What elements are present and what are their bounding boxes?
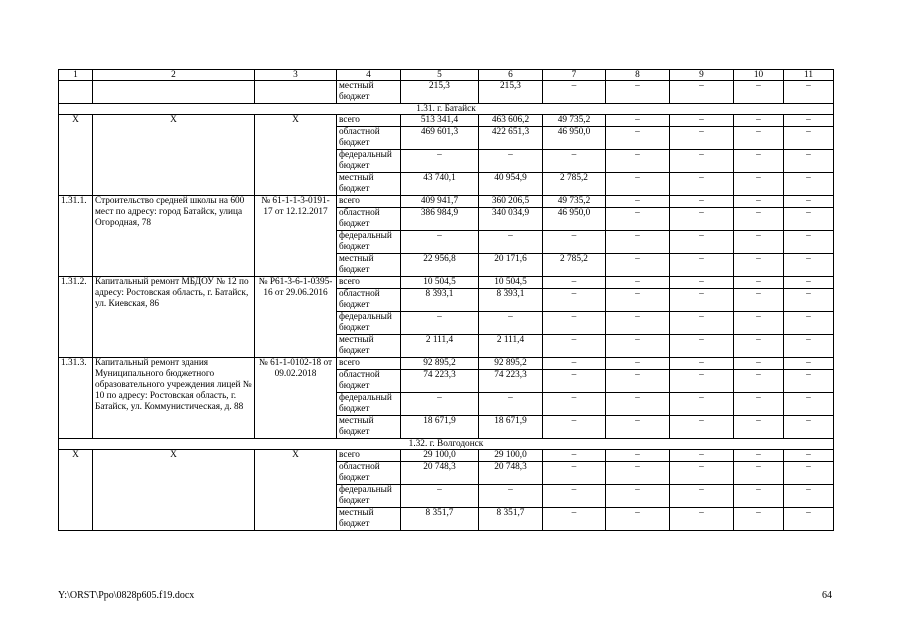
- value-cell: –: [606, 254, 670, 277]
- header-cell: 10: [734, 70, 784, 81]
- value-cell: –: [543, 416, 606, 439]
- value-cell: –: [784, 393, 834, 416]
- value-cell: 20 748,3: [479, 462, 543, 485]
- budget-source: местный бюджет: [337, 508, 401, 531]
- value-cell: –: [784, 358, 834, 370]
- value-cell: –: [606, 485, 670, 508]
- value-cell: 49 735,2: [543, 196, 606, 208]
- value-cell: 8 393,1: [479, 289, 543, 312]
- value-cell: –: [784, 231, 834, 254]
- value-cell: –: [543, 393, 606, 416]
- value-cell: 29 100,0: [401, 450, 479, 462]
- header-cell: 7: [543, 70, 606, 81]
- value-cell: 49 735,2: [543, 115, 606, 127]
- value-cell: –: [543, 335, 606, 358]
- value-cell: –: [401, 485, 479, 508]
- value-cell: –: [401, 150, 479, 173]
- item-document: № 61-1-0102-18 от 09.02.2018: [255, 358, 337, 439]
- value-cell: 20 171,6: [479, 254, 543, 277]
- value-cell: –: [784, 150, 834, 173]
- value-cell: 8 393,1: [401, 289, 479, 312]
- value-cell: 463 606,2: [479, 115, 543, 127]
- value-cell: –: [606, 150, 670, 173]
- value-cell: 10 504,5: [401, 277, 479, 289]
- value-cell: 74 223,3: [479, 370, 543, 393]
- value-cell: –: [606, 508, 670, 531]
- value-cell: 10 504,5: [479, 277, 543, 289]
- header-cell: 4: [337, 70, 401, 81]
- header-cell: 11: [784, 70, 834, 81]
- value-cell: –: [670, 370, 734, 393]
- item-number: Х: [59, 115, 93, 196]
- value-cell: –: [784, 416, 834, 439]
- value-cell: –: [670, 231, 734, 254]
- value-cell: –: [606, 416, 670, 439]
- value-cell: –: [543, 312, 606, 335]
- value-cell: –: [670, 127, 734, 150]
- value-cell: –: [734, 485, 784, 508]
- value-cell: –: [543, 485, 606, 508]
- value-cell: 469 601,3: [401, 127, 479, 150]
- budget-source: федеральный бюджет: [337, 393, 401, 416]
- value-cell: –: [606, 196, 670, 208]
- value-cell: –: [734, 370, 784, 393]
- table-cell: –: [606, 81, 670, 104]
- value-cell: –: [734, 289, 784, 312]
- header-cell: 1: [59, 70, 93, 81]
- header-cell: 5: [401, 70, 479, 81]
- budget-source: местный бюджет: [337, 416, 401, 439]
- value-cell: –: [606, 231, 670, 254]
- value-cell: –: [734, 173, 784, 196]
- budget-source: областной бюджет: [337, 208, 401, 231]
- table-cell: [93, 81, 255, 104]
- value-cell: –: [784, 370, 834, 393]
- section-title-row: [59, 104, 834, 115]
- value-cell: 340 034,9: [479, 208, 543, 231]
- value-cell: –: [670, 508, 734, 531]
- table-cell: –: [543, 81, 606, 104]
- value-cell: 92 895,2: [479, 358, 543, 370]
- value-cell: 29 100,0: [479, 450, 543, 462]
- value-cell: 409 941,7: [401, 196, 479, 208]
- value-cell: –: [606, 370, 670, 393]
- value-cell: –: [734, 462, 784, 485]
- table-cell: –: [784, 81, 834, 104]
- value-cell: –: [543, 462, 606, 485]
- budget-source: всего: [337, 277, 401, 289]
- value-cell: 513 341,4: [401, 115, 479, 127]
- value-cell: –: [734, 335, 784, 358]
- value-cell: –: [606, 115, 670, 127]
- budget-source: областной бюджет: [337, 289, 401, 312]
- value-cell: –: [479, 393, 543, 416]
- value-cell: –: [670, 335, 734, 358]
- value-cell: –: [784, 508, 834, 531]
- value-cell: –: [670, 277, 734, 289]
- value-cell: –: [784, 208, 834, 231]
- header-cell: 3: [255, 70, 337, 81]
- item-number: 1.31.1.: [59, 196, 93, 277]
- budget-source: всего: [337, 358, 401, 370]
- value-cell: –: [670, 312, 734, 335]
- table-row: [59, 115, 834, 127]
- table-cell: –: [670, 81, 734, 104]
- section-title-row: [59, 439, 834, 450]
- value-cell: –: [670, 208, 734, 231]
- item-name: Х: [93, 115, 255, 196]
- budget-source: областной бюджет: [337, 127, 401, 150]
- item-number: 1.31.2.: [59, 277, 93, 358]
- value-cell: –: [670, 358, 734, 370]
- value-cell: –: [734, 312, 784, 335]
- value-cell: 2 785,2: [543, 254, 606, 277]
- value-cell: –: [543, 150, 606, 173]
- budget-source: областной бюджет: [337, 370, 401, 393]
- value-cell: 360 206,5: [479, 196, 543, 208]
- value-cell: –: [784, 450, 834, 462]
- value-cell: –: [401, 231, 479, 254]
- value-cell: 92 895,2: [401, 358, 479, 370]
- value-cell: –: [543, 231, 606, 254]
- budget-source: федеральный бюджет: [337, 485, 401, 508]
- value-cell: –: [670, 150, 734, 173]
- value-cell: –: [606, 277, 670, 289]
- value-cell: –: [734, 115, 784, 127]
- value-cell: –: [784, 127, 834, 150]
- value-cell: –: [784, 312, 834, 335]
- value-cell: –: [784, 289, 834, 312]
- value-cell: –: [670, 450, 734, 462]
- table-cell: 215,3: [479, 81, 543, 104]
- value-cell: –: [606, 393, 670, 416]
- value-cell: –: [543, 289, 606, 312]
- value-cell: –: [670, 393, 734, 416]
- budget-source: местный бюджет: [337, 254, 401, 277]
- table-header-row: [59, 70, 834, 81]
- value-cell: –: [784, 485, 834, 508]
- header-cell: 8: [606, 70, 670, 81]
- table-cell: местный бюджет: [337, 81, 401, 104]
- value-cell: –: [670, 485, 734, 508]
- table-row: [59, 196, 834, 208]
- header-cell: 6: [479, 70, 543, 81]
- value-cell: 40 954,9: [479, 173, 543, 196]
- table-row: [59, 277, 834, 289]
- value-cell: –: [784, 196, 834, 208]
- value-cell: –: [670, 416, 734, 439]
- value-cell: –: [734, 508, 784, 531]
- value-cell: –: [543, 277, 606, 289]
- budget-table: [58, 69, 834, 531]
- value-cell: –: [606, 127, 670, 150]
- table-cell: [59, 81, 93, 104]
- value-cell: –: [606, 173, 670, 196]
- item-name: Х: [93, 450, 255, 531]
- item-document: Х: [255, 450, 337, 531]
- value-cell: 386 984,9: [401, 208, 479, 231]
- value-cell: –: [479, 150, 543, 173]
- item-name: Капитальный ремонт МБДОУ № 12 по адресу: Ростовская область, г. Батайск, ул. Киевская, 86: [93, 277, 255, 358]
- value-cell: –: [784, 173, 834, 196]
- value-cell: –: [734, 196, 784, 208]
- budget-source: местный бюджет: [337, 335, 401, 358]
- value-cell: –: [606, 358, 670, 370]
- value-cell: 18 671,9: [401, 416, 479, 439]
- budget-source: местный бюджет: [337, 173, 401, 196]
- value-cell: –: [543, 358, 606, 370]
- value-cell: –: [734, 208, 784, 231]
- header-cell: 2: [93, 70, 255, 81]
- value-cell: –: [670, 254, 734, 277]
- value-cell: –: [479, 485, 543, 508]
- item-document: № 61-1-1-3-0191-17 от 12.12.2017: [255, 196, 337, 277]
- value-cell: –: [543, 508, 606, 531]
- table-cell: –: [734, 81, 784, 104]
- item-name: Строительство средней школы на 600 мест по адресу: город Батайск, улица Огородная, 78: [93, 196, 255, 277]
- value-cell: 2 785,2: [543, 173, 606, 196]
- value-cell: 46 950,0: [543, 208, 606, 231]
- value-cell: –: [606, 208, 670, 231]
- item-document: Х: [255, 115, 337, 196]
- page-number: 64: [822, 590, 832, 601]
- budget-source: всего: [337, 450, 401, 462]
- value-cell: –: [670, 289, 734, 312]
- budget-source: всего: [337, 196, 401, 208]
- value-cell: 74 223,3: [401, 370, 479, 393]
- budget-source: всего: [337, 115, 401, 127]
- item-name: Капитальный ремонт здания Муниципального бюджетного образовательного учреждения лицей № 10 по адресу: Ростовская область, г. Батайск, ул. Коммунистическая, д. 88: [93, 358, 255, 439]
- value-cell: –: [606, 450, 670, 462]
- value-cell: –: [479, 231, 543, 254]
- value-cell: –: [401, 312, 479, 335]
- value-cell: –: [734, 231, 784, 254]
- table-row: [59, 81, 834, 104]
- item-number: Х: [59, 450, 93, 531]
- value-cell: 8 351,7: [479, 508, 543, 531]
- value-cell: –: [784, 277, 834, 289]
- value-cell: –: [606, 312, 670, 335]
- budget-source: федеральный бюджет: [337, 231, 401, 254]
- value-cell: –: [606, 462, 670, 485]
- table-row: [59, 358, 834, 370]
- value-cell: 43 740,1: [401, 173, 479, 196]
- value-cell: –: [734, 450, 784, 462]
- table-cell: [255, 81, 337, 104]
- value-cell: 8 351,7: [401, 508, 479, 531]
- item-number: 1.31.3.: [59, 358, 93, 439]
- value-cell: 46 950,0: [543, 127, 606, 150]
- budget-source: федеральный бюджет: [337, 150, 401, 173]
- section-title: 1.31. г. Батайск: [59, 104, 834, 115]
- value-cell: –: [784, 462, 834, 485]
- item-document: № Р61-3-6-1-0395-16 от 29.06.2016: [255, 277, 337, 358]
- value-cell: –: [734, 127, 784, 150]
- value-cell: –: [734, 150, 784, 173]
- value-cell: –: [784, 115, 834, 127]
- value-cell: –: [670, 196, 734, 208]
- value-cell: –: [401, 393, 479, 416]
- value-cell: 20 748,3: [401, 462, 479, 485]
- value-cell: –: [784, 335, 834, 358]
- value-cell: –: [670, 462, 734, 485]
- budget-source: областной бюджет: [337, 462, 401, 485]
- value-cell: 2 111,4: [401, 335, 479, 358]
- value-cell: –: [670, 115, 734, 127]
- value-cell: 422 651,3: [479, 127, 543, 150]
- value-cell: –: [543, 450, 606, 462]
- header-cell: 9: [670, 70, 734, 81]
- value-cell: –: [606, 335, 670, 358]
- section-title: 1.32. г. Волгодонск: [59, 439, 834, 450]
- table-cell: 215,3: [401, 81, 479, 104]
- budget-source: федеральный бюджет: [337, 312, 401, 335]
- value-cell: –: [784, 254, 834, 277]
- value-cell: –: [734, 393, 784, 416]
- table-row: [59, 450, 834, 462]
- value-cell: –: [606, 289, 670, 312]
- value-cell: –: [734, 358, 784, 370]
- value-cell: –: [543, 370, 606, 393]
- value-cell: –: [479, 312, 543, 335]
- value-cell: –: [670, 173, 734, 196]
- value-cell: 22 956,8: [401, 254, 479, 277]
- value-cell: –: [734, 277, 784, 289]
- value-cell: 2 111,4: [479, 335, 543, 358]
- value-cell: 18 671,9: [479, 416, 543, 439]
- value-cell: –: [734, 254, 784, 277]
- value-cell: –: [734, 416, 784, 439]
- document-path: Y:\ORST\Ppo\0828p605.f19.docx: [58, 590, 195, 601]
